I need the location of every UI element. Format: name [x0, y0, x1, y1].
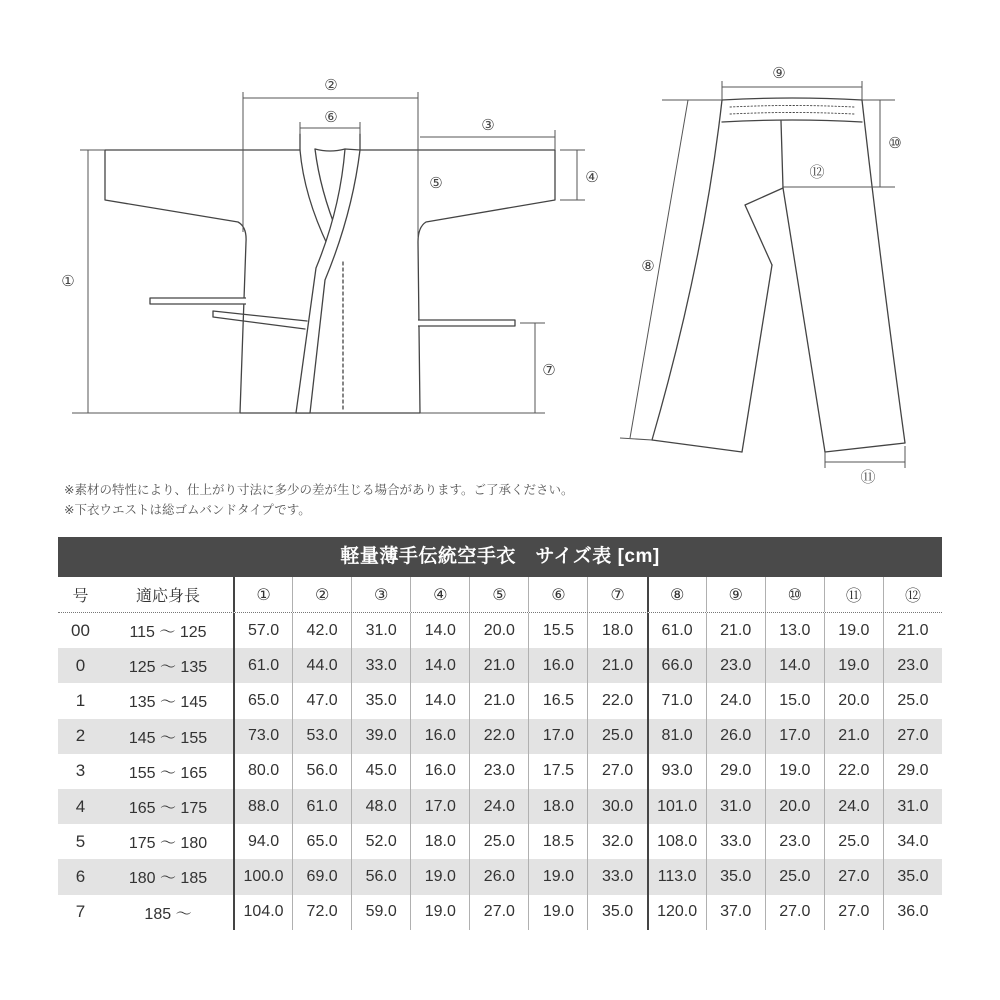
- label-7: ⑦: [542, 361, 556, 379]
- pants-elastic-stitch-1: [730, 106, 854, 108]
- measurement-cell-10: 15.0: [765, 683, 824, 718]
- measurement-cell-12: 27.0: [883, 719, 942, 754]
- measurement-cell-1: 94.0: [233, 824, 292, 859]
- jacket-right-tie: [418, 320, 515, 326]
- table-body: [58, 613, 942, 930]
- table-title: 軽量薄手伝統空手衣 サイズ表 [cm]: [58, 537, 942, 577]
- measurement-cell-11: 24.0: [824, 789, 883, 824]
- label-1: ①: [61, 272, 75, 290]
- measurement-cell-12: 21.0: [883, 613, 942, 648]
- measurement-cell-7: 35.0: [587, 895, 646, 930]
- column-header-5: ⑤: [469, 577, 528, 612]
- measurement-cell-8: 101.0: [647, 789, 706, 824]
- measurement-cell-1: 57.0: [233, 613, 292, 648]
- measurement-cell-2: 47.0: [292, 683, 351, 718]
- measurement-cell-6: 19.0: [528, 895, 587, 930]
- label-6: ⑥: [324, 108, 338, 126]
- height-range-cell: 135 ～ 145: [128, 694, 208, 712]
- measurement-cell-1: 80.0: [233, 754, 292, 789]
- size-table: [58, 537, 942, 930]
- measurement-cell-8: 108.0: [647, 824, 706, 859]
- pants-center-seam: [781, 121, 783, 188]
- measurement-cell-7: 33.0: [587, 859, 646, 894]
- size-cell: 6: [75, 866, 86, 886]
- measurement-cell-2: 69.0: [292, 859, 351, 894]
- measurement-cell-2: 42.0: [292, 613, 351, 648]
- column-header-10: ⑩: [765, 577, 824, 612]
- measurement-cell-9: 21.0: [706, 613, 765, 648]
- table-row: [58, 648, 942, 683]
- dim-8-line: [630, 100, 688, 438]
- size-cell: 3: [75, 761, 86, 781]
- height-range-cell: 155 ～ 165: [128, 764, 208, 782]
- pants-left-inner-seam: [742, 265, 772, 452]
- measurement-cell-3: 33.0: [351, 648, 410, 683]
- measurement-cell-9: 35.0: [706, 859, 765, 894]
- measurement-cell-12: 36.0: [883, 895, 942, 930]
- table-row: [58, 683, 942, 718]
- height-range-cell: 125 ～ 135: [128, 659, 208, 677]
- measurement-cell-6: 19.0: [528, 859, 587, 894]
- measurement-cell-7: 18.0: [587, 613, 646, 648]
- table-row: [58, 719, 942, 754]
- pants-waistband-bottom: [722, 120, 862, 122]
- pants-waistband-top: [722, 98, 862, 100]
- column-header-12: ⑫: [883, 577, 942, 612]
- measurement-cell-8: 120.0: [647, 895, 706, 930]
- measurement-cell-7: 25.0: [587, 719, 646, 754]
- measurement-cell-9: 37.0: [706, 895, 765, 930]
- measurement-cell-4: 19.0: [410, 895, 469, 930]
- measurement-cell-11: 25.0: [824, 824, 883, 859]
- table-row: [58, 895, 942, 930]
- column-header-height: 適応身長: [135, 588, 200, 605]
- measurement-cell-9: 23.0: [706, 648, 765, 683]
- measurement-cell-5: 20.0: [469, 613, 528, 648]
- table-row: [58, 824, 942, 859]
- measurement-cell-6: 16.0: [528, 648, 587, 683]
- measurement-cell-5: 26.0: [469, 859, 528, 894]
- measurement-cell-11: 20.0: [824, 683, 883, 718]
- pants-left-outer-seam: [652, 100, 722, 440]
- measurement-cell-2: 65.0: [292, 824, 351, 859]
- measurement-cell-5: 25.0: [469, 824, 528, 859]
- measurement-labels: [61, 64, 901, 486]
- label-10: ⑩: [888, 134, 902, 152]
- table-header-row: [58, 577, 942, 613]
- measurement-cell-3: 35.0: [351, 683, 410, 718]
- column-header-7: ⑦: [587, 577, 646, 612]
- height-range-cell: 115 ～ 125: [129, 624, 207, 642]
- measurement-cell-5: 24.0: [469, 789, 528, 824]
- measurement-cell-1: 65.0: [233, 683, 292, 718]
- measurement-cell-7: 22.0: [587, 683, 646, 718]
- label-3: ③: [481, 116, 495, 134]
- measurement-cell-4: 14.0: [410, 683, 469, 718]
- measurement-cell-4: 18.0: [410, 824, 469, 859]
- pants-gusset: [745, 188, 783, 265]
- table-row: [58, 754, 942, 789]
- measurement-cell-9: 24.0: [706, 683, 765, 718]
- label-5: ⑤: [429, 174, 443, 192]
- height-range-cell: 145 ～ 155: [128, 729, 208, 747]
- table-row: [58, 789, 942, 824]
- column-header-11: ⑪: [824, 577, 883, 612]
- measurement-cell-11: 19.0: [824, 613, 883, 648]
- measurement-cell-2: 61.0: [292, 789, 351, 824]
- measurement-cell-5: 21.0: [469, 683, 528, 718]
- height-range-cell: 175 ～ 180: [128, 835, 208, 853]
- measurement-cell-8: 61.0: [647, 613, 706, 648]
- size-cell: 00: [71, 620, 90, 640]
- column-header-3: ③: [351, 577, 410, 612]
- measurement-cell-3: 56.0: [351, 859, 410, 894]
- measurement-cell-3: 48.0: [351, 789, 410, 824]
- jacket-drawing: [105, 134, 555, 413]
- label-8: ⑧: [641, 257, 655, 275]
- measurement-cell-8: 93.0: [647, 754, 706, 789]
- measurement-cell-5: 23.0: [469, 754, 528, 789]
- measurement-cell-6: 17.0: [528, 719, 587, 754]
- dim-8-bottom-extension: [620, 438, 652, 440]
- measurement-cell-6: 17.5: [528, 754, 587, 789]
- measurement-cell-1: 88.0: [233, 789, 292, 824]
- measurement-cell-6: 18.0: [528, 789, 587, 824]
- measurement-cell-10: 19.0: [765, 754, 824, 789]
- measurement-cell-3: 39.0: [351, 719, 410, 754]
- size-cell: 4: [75, 796, 86, 816]
- measurement-cell-2: 44.0: [292, 648, 351, 683]
- column-header-size: 号: [72, 588, 89, 605]
- measurement-cell-5: 27.0: [469, 895, 528, 930]
- pants-elastic-stitch-2: [730, 113, 854, 115]
- measurement-cell-10: 20.0: [765, 789, 824, 824]
- measurement-cell-4: 14.0: [410, 613, 469, 648]
- measurement-cell-1: 104.0: [233, 895, 292, 930]
- measurement-cell-7: 21.0: [587, 648, 646, 683]
- measurement-cell-9: 29.0: [706, 754, 765, 789]
- measurement-cell-3: 31.0: [351, 613, 410, 648]
- measurement-cell-7: 30.0: [587, 789, 646, 824]
- label-12: ⑫: [809, 163, 825, 181]
- size-cell: 5: [75, 831, 86, 851]
- measurement-cell-11: 22.0: [824, 754, 883, 789]
- measurement-cell-11: 27.0: [824, 859, 883, 894]
- measurement-cell-10: 14.0: [765, 648, 824, 683]
- jacket-left-tie: [150, 298, 246, 304]
- table-row: [58, 859, 942, 894]
- measurement-cell-10: 17.0: [765, 719, 824, 754]
- measurement-cell-6: 18.5: [528, 824, 587, 859]
- measurement-cell-8: 71.0: [647, 683, 706, 718]
- measurement-cell-9: 33.0: [706, 824, 765, 859]
- measurement-cell-12: 29.0: [883, 754, 942, 789]
- measurement-cell-3: 45.0: [351, 754, 410, 789]
- measurement-cell-3: 59.0: [351, 895, 410, 930]
- label-9: ⑨: [772, 64, 786, 82]
- pants-left-hem: [652, 440, 742, 452]
- measurement-cell-2: 53.0: [292, 719, 351, 754]
- measurement-cell-12: 31.0: [883, 789, 942, 824]
- measurement-cell-12: 34.0: [883, 824, 942, 859]
- height-range-cell: 185 ～: [144, 905, 192, 923]
- column-header-2: ②: [292, 577, 351, 612]
- measurement-cell-10: 27.0: [765, 895, 824, 930]
- measurement-cell-4: 16.0: [410, 754, 469, 789]
- material-note: ※素材の特性により、仕上がり寸法に多少の差が生じる場合があります。ご了承ください。: [64, 483, 574, 497]
- measurement-cell-5: 22.0: [469, 719, 528, 754]
- measurement-cell-5: 21.0: [469, 648, 528, 683]
- pants-right-inner-seam: [783, 188, 825, 452]
- measurement-cell-1: 73.0: [233, 719, 292, 754]
- measurement-cell-4: 19.0: [410, 859, 469, 894]
- label-2: ②: [324, 76, 338, 94]
- height-range-cell: 180 ～ 185: [128, 870, 208, 888]
- measurement-cell-10: 23.0: [765, 824, 824, 859]
- measurement-cell-1: 61.0: [233, 648, 292, 683]
- label-4: ④: [585, 168, 599, 186]
- pants-dimension-lines: [620, 81, 905, 468]
- label-11: ⑪: [860, 468, 876, 486]
- measurement-cell-9: 31.0: [706, 789, 765, 824]
- column-header-4: ④: [410, 577, 469, 612]
- measurement-cell-11: 19.0: [824, 648, 883, 683]
- measurement-cell-8: 81.0: [647, 719, 706, 754]
- column-header-8: ⑧: [647, 577, 706, 612]
- measurement-cell-8: 113.0: [647, 859, 706, 894]
- measurement-cell-1: 100.0: [233, 859, 292, 894]
- measurement-cell-2: 72.0: [292, 895, 351, 930]
- measurement-cell-12: 23.0: [883, 648, 942, 683]
- measurement-cell-12: 25.0: [883, 683, 942, 718]
- size-cell: 7: [75, 902, 86, 922]
- measurement-cell-12: 35.0: [883, 859, 942, 894]
- size-cell: 2: [75, 726, 86, 746]
- measurement-cell-2: 56.0: [292, 754, 351, 789]
- measurement-cell-6: 15.5: [528, 613, 587, 648]
- measurement-cell-8: 66.0: [647, 648, 706, 683]
- waist-note: ※下衣ウエストは総ゴムバンドタイプです。: [64, 503, 311, 517]
- measurement-cell-7: 32.0: [587, 824, 646, 859]
- size-cell: 1: [75, 690, 86, 710]
- table-row: [58, 613, 942, 648]
- measurement-cell-4: 17.0: [410, 789, 469, 824]
- measurement-cell-7: 27.0: [587, 754, 646, 789]
- column-header-6: ⑥: [528, 577, 587, 612]
- measurement-cell-6: 16.5: [528, 683, 587, 718]
- measurement-cell-11: 21.0: [824, 719, 883, 754]
- column-header-9: ⑨: [706, 577, 765, 612]
- measurement-cell-4: 14.0: [410, 648, 469, 683]
- size-cell: 0: [75, 655, 86, 675]
- measurement-cell-4: 16.0: [410, 719, 469, 754]
- measurement-cell-3: 52.0: [351, 824, 410, 859]
- measurement-cell-9: 26.0: [706, 719, 765, 754]
- measurement-cell-10: 13.0: [765, 613, 824, 648]
- measurement-cell-11: 27.0: [824, 895, 883, 930]
- pants-right-hem: [825, 443, 905, 452]
- pants-drawing: [652, 98, 905, 452]
- jacket-body-outline: [105, 150, 555, 413]
- measurement-cell-10: 25.0: [765, 859, 824, 894]
- column-header-1: ①: [233, 577, 292, 612]
- height-range-cell: 165 ～ 175: [128, 800, 208, 818]
